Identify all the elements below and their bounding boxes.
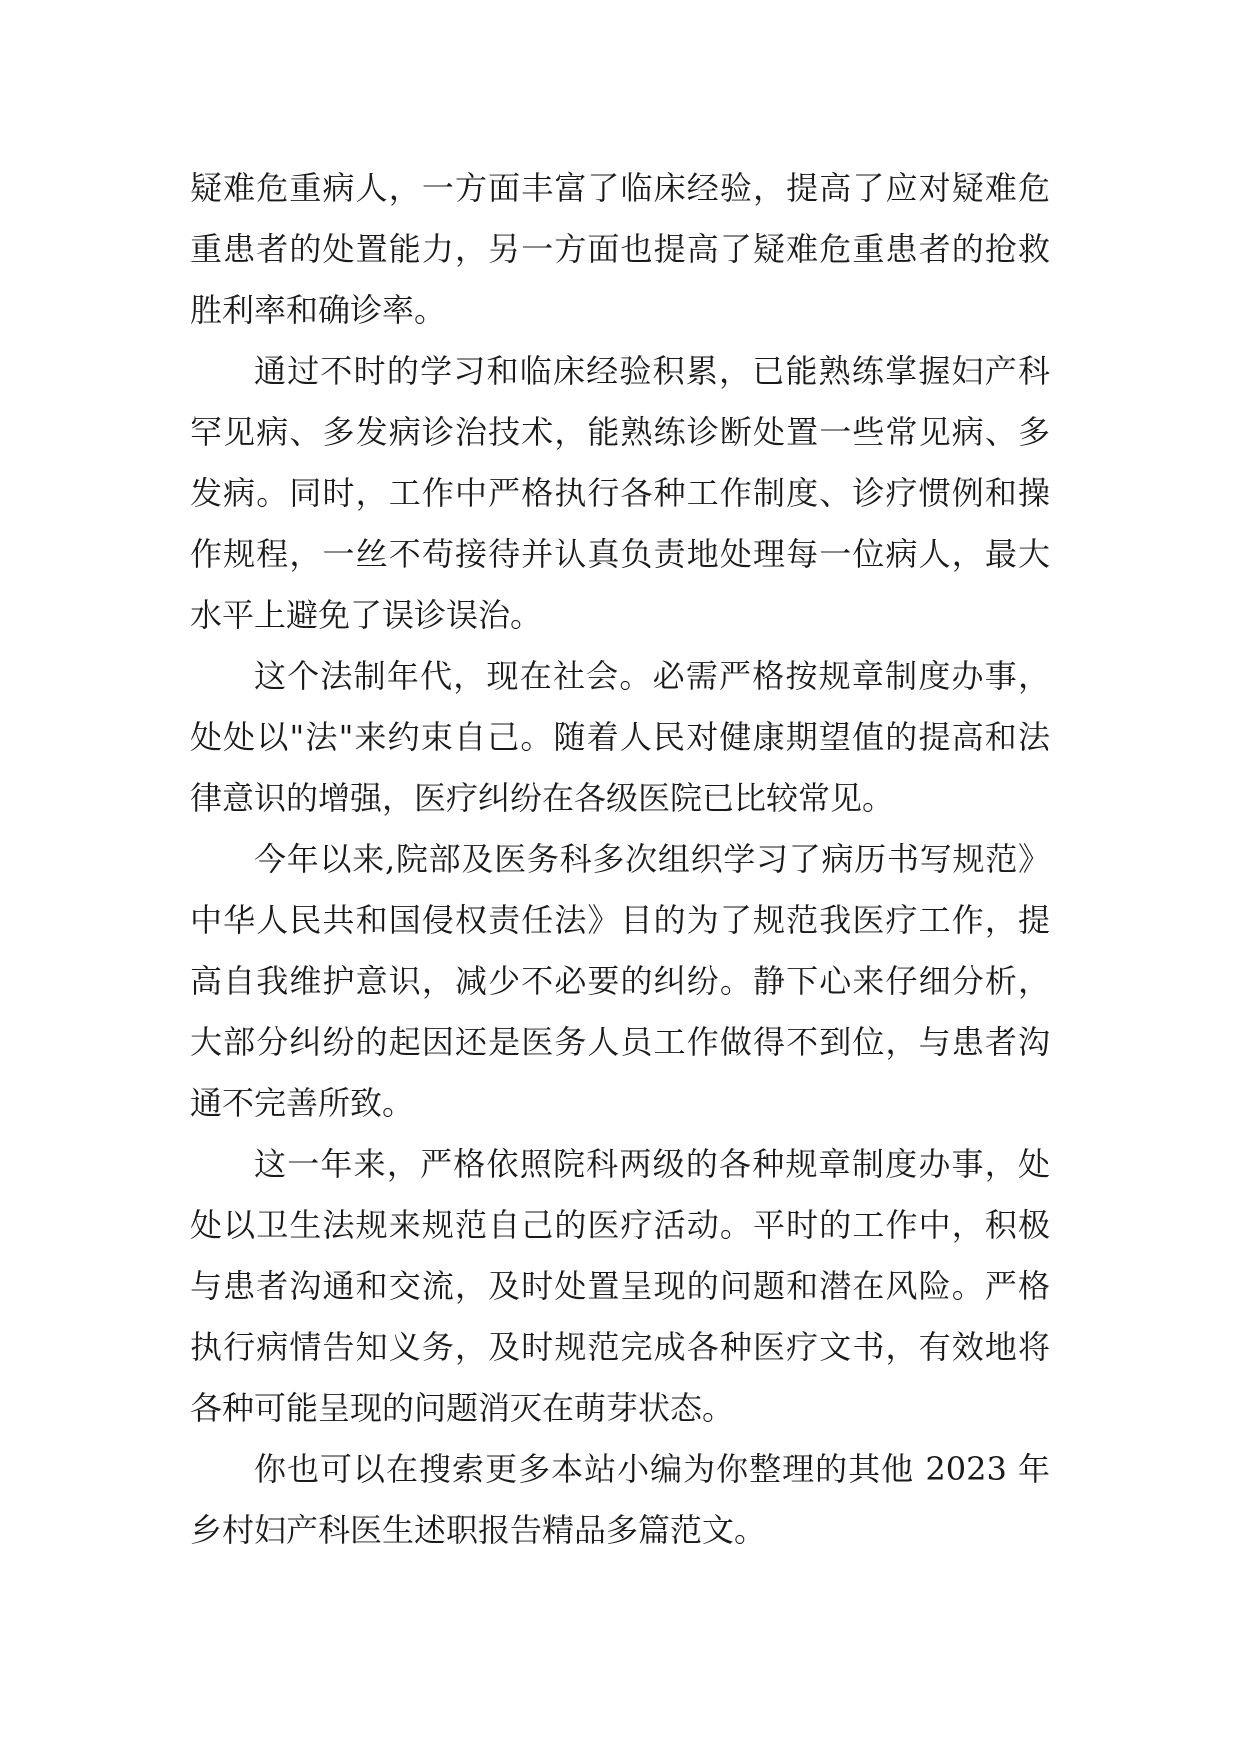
paragraph: 这一年来，严格依照院科两级的各种规章制度办事，处处以卫生法规来规范自己的医疗活动。平时的工作中，积极与患者沟通和交流，及时处置呈现的问题和潜在风险。严格执行病情告知义务，及时规范完成各种医疗文书，有效地将各种可能呈现的问题消灭在萌芽状态。 [190, 1145, 1050, 1427]
document-body [190, 158, 1050, 1561]
paragraph: 今年以来,院部及医务科多次组织学习了病历书写规范》中华人民共和国侵权责任法》目的为了规范我医疗工作，提高自我维护意识，减少不必要的纠纷。静下心来仔细分析，大部分纠纷的起因还是医务人员工作做得不到位，与患者沟通不完善所致。 [190, 840, 1050, 1122]
paragraph-continued: 疑难危重病人，一方面丰富了临床经验，提高了应对疑难危重患者的处置能力，另一方面也提高了疑难危重患者的抢救胜利率和确诊率。 [190, 169, 1050, 329]
paragraph: 通过不时的学习和临床经验积累，已能熟练掌握妇产科罕见病、多发病诊治技术，能熟练诊断处置一些常见病、多发病。同时，工作中严格执行各种工作制度、诊疗惯例和操作规程，一丝不苟接待并认真负责地处理每一位病人，最大水平上避免了误诊误治。 [190, 352, 1050, 634]
paragraph-closing: 你也可以在搜索更多本站小编为你整理的其他 2023 年乡村妇产科医生述职报告精品多篇范文。 [190, 1450, 1050, 1549]
paragraph: 这个法制年代，现在社会。必需严格按规章制度办事，处处以"法"来约束自己。随着人民对健康期望值的提高和法律意识的增强，医疗纠纷在各级医院已比较常见。 [190, 657, 1050, 817]
